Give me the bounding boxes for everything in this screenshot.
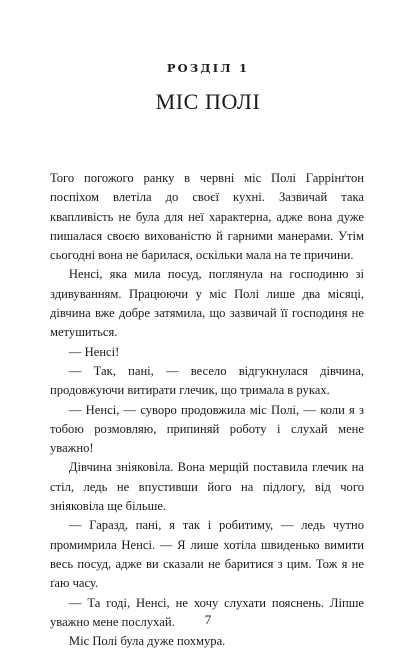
paragraph: — Гаразд, пані, я так і робитиму, — ледь чутно промимрила Ненсі. — Я лише хотіла швиденько вимити весь посуд, адже ви сказали не баритися з цим. Тож я не ґаю часу. xyxy=(50,518,364,591)
paragraph: Того погожого ранку в червні міс Полі Гаррінґтон поспіхом влетіла до своєї кухні. Зазвичай така квапливість не була для неї характерна, адже вона дуже пишалася своєю вихованістю й гарними манерами. Утім сьогодні вона не барилася, оскільки мала на те причини. xyxy=(50,171,364,263)
paragraph: Міс Полі була дуже похмура. xyxy=(68,634,226,649)
chapter-label: РОЗДІЛ 1 xyxy=(166,61,250,75)
paragraph: Ненсі, яка мила посуд, поглянула на господиню зі здивуванням. Працюючи у міс Полі лише два місяці, дівчина вже добре затямила, що зазвичай її господиня не метушиться. xyxy=(50,267,364,340)
paragraph: Дівчина зніяковіла. Вона мерщій поставила глечик на стіл, ледь не впустивши його на підлогу, від чого зніяковіла ще більше. xyxy=(50,460,364,514)
paragraph: — Ненсі! xyxy=(68,344,120,359)
paragraph: — Ненсі, — суворо продовжила міс Полі, — коли я з тобою розмовляю, припиняй роботу і слухай мене уважно! xyxy=(50,402,364,456)
chapter-title: МІС ПОЛІ xyxy=(155,89,261,114)
paragraph: — Так, пані, — весело відгукнулася дівчина, продовжуючи витирати глечик, що тримала в руках. xyxy=(50,363,364,398)
chapter-body xyxy=(50,169,364,651)
paragraph: — Та годі, Ненсі, не хочу слухати пояснень. Ліпше уважно мене послухай. xyxy=(50,595,364,629)
page-number: 7 xyxy=(204,612,212,627)
